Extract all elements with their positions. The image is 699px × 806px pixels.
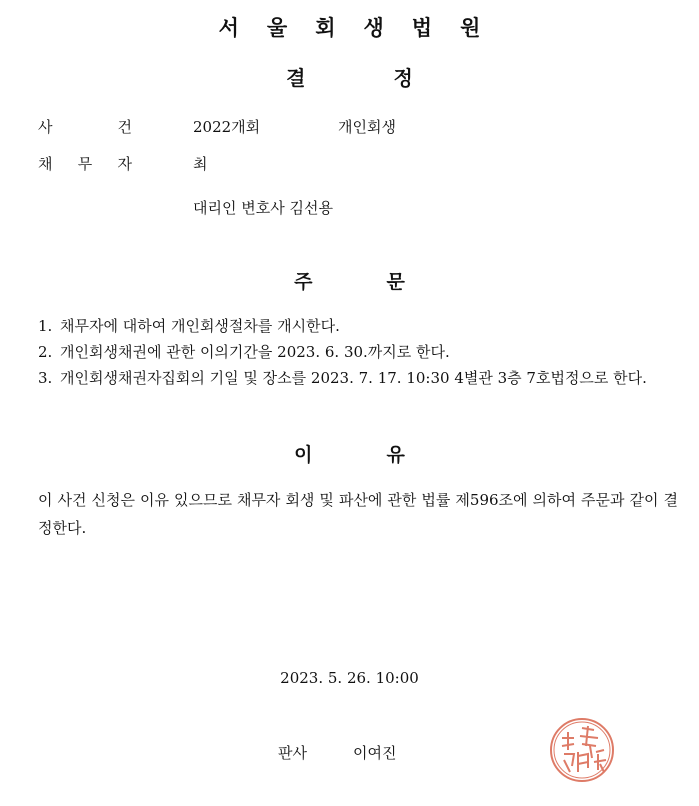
reason-text: 이 사건 신청은 이유 있으므로 채무자 회생 및 파산에 관한 법률 제596조에 의하여 주문과 같이 결정한다. (38, 491, 678, 537)
debtor-label-char-2: 무 (77, 155, 93, 173)
judge-name: 이여진 (352, 744, 397, 762)
debtor-label (38, 153, 132, 174)
order-item (38, 313, 678, 339)
order-item-text: 채무자에 대하여 개인회생절차를 개시한다. (60, 317, 340, 335)
agent-name: 대리인 변호사 김선용 (193, 199, 333, 217)
debtor-label-char-1: 채 (38, 155, 53, 173)
case-label-char-2: 건 (117, 118, 132, 136)
case-type: 개인회생 (338, 118, 396, 136)
debtor-label-char-3: 자 (117, 155, 132, 173)
document-type-title: 결정 (286, 66, 501, 90)
order-list (38, 313, 678, 391)
order-item-number: 1. (38, 317, 53, 335)
order-item-text: 개인회생채권자집회의 기일 및 장소를 2023. 7. 17. 10:30 4별관 3층 7호법정으로 한다. (60, 369, 647, 387)
case-label-char-1: 사 (38, 118, 53, 136)
court-name: 서울회생법원 (218, 16, 509, 40)
judge-title: 판사 (278, 744, 307, 762)
order-item-text: 개인회생채권에 관한 이의기간을 2023. 6. 30.까지로 한다. (60, 343, 450, 361)
judge-signature-line (278, 742, 396, 763)
order-item-number: 3. (38, 369, 53, 387)
order-item (38, 365, 678, 391)
judge-seal-stamp (548, 716, 616, 784)
decision-date: 2023. 5. 26. 10:00 (280, 669, 419, 687)
case-number: 2022개회 (193, 118, 261, 136)
debtor-name: 최 (193, 155, 208, 173)
case-label (38, 116, 132, 137)
order-heading: 주문 (294, 271, 479, 293)
order-item (38, 339, 678, 365)
order-item-number: 2. (38, 343, 53, 361)
reason-heading: 이유 (294, 444, 479, 466)
